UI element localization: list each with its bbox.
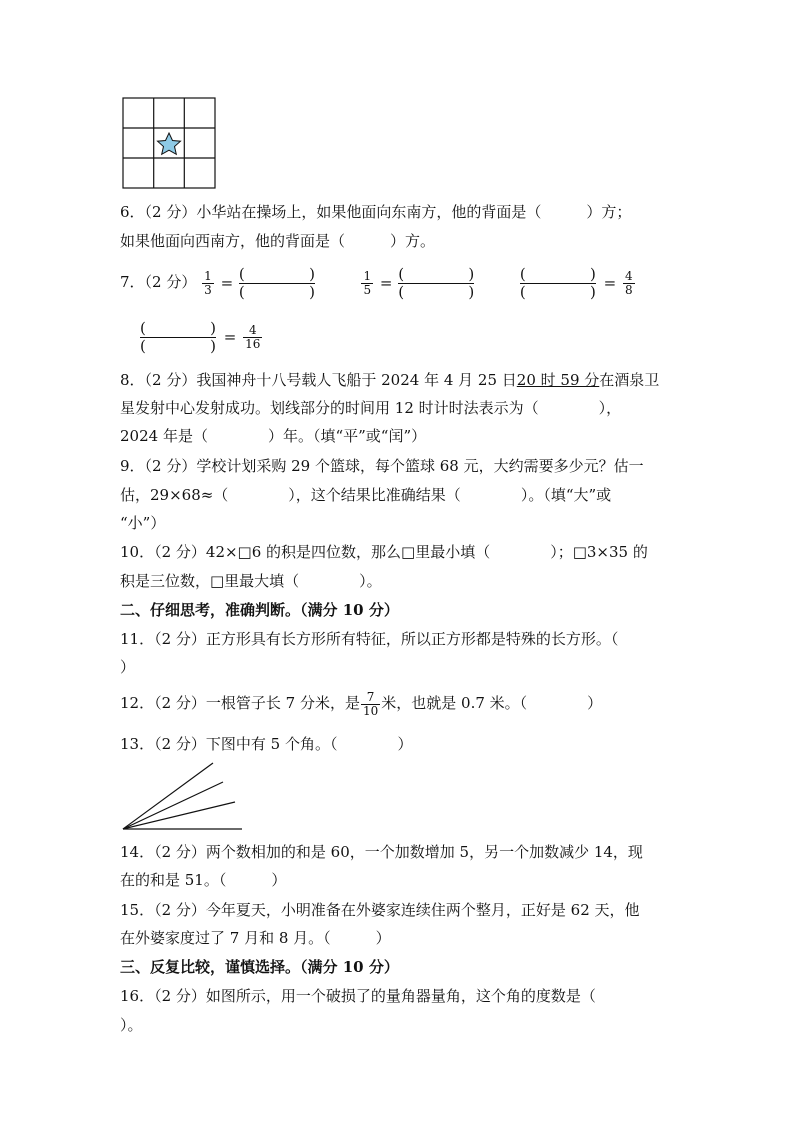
- q8-underlined-time: 20 时 59 分: [516, 371, 600, 389]
- q7-frac4-num: 4: [243, 324, 262, 338]
- paren: (: [140, 318, 146, 337]
- q15-line1: 15．（2 分）今年夏天，小明准备在外婆家连续住两个整月，正好是 62 天，他: [120, 901, 640, 919]
- ray-3: [123, 782, 223, 829]
- q7-row1: [120, 262, 636, 302]
- paren: (: [238, 264, 245, 283]
- q12-line: [120, 686, 602, 720]
- q7-frac3-num: 4: [624, 268, 633, 283]
- q8-text-a: 8．（2 分）我国神舟十八号载人飞船于 2024 年 4 月 25 日: [120, 371, 517, 389]
- angle-svg: [120, 760, 250, 834]
- paren: ): [589, 264, 596, 283]
- q7-number: 7．（2 分）: [120, 273, 197, 291]
- paren: ): [589, 282, 596, 301]
- paren: ): [468, 282, 475, 301]
- q12-frac-den: 10: [362, 703, 379, 718]
- q8-line1: [120, 370, 659, 390]
- q7-frac1: [202, 270, 214, 297]
- paren: (: [519, 264, 526, 283]
- q12-frac-num: 7: [361, 691, 380, 705]
- q7-blank3: [520, 266, 596, 301]
- q8-line3: 2024 年是（ ）年。（填“平”或“闰”）: [120, 427, 427, 445]
- paren: ): [309, 282, 315, 301]
- q7-blank1: [239, 266, 315, 301]
- paren: ): [210, 318, 216, 337]
- q15-line2: 在外婆家度过了 7 月和 8 月。（ ）: [120, 929, 391, 947]
- section-2-heading: 二、仔细思考，准确判断。（满分 10 分）: [120, 601, 399, 619]
- q13-line: 13．（2 分）下图中有 5 个角。（ ）: [120, 735, 413, 753]
- q7-frac3: [623, 270, 635, 297]
- paren: (: [398, 282, 405, 301]
- q7-frac2-den: 5: [363, 282, 372, 297]
- q7-frac4-den: 16: [245, 336, 261, 351]
- q7-blank2: [398, 266, 474, 301]
- q7-eq4: =: [223, 328, 237, 346]
- q11-line2: ）: [120, 658, 136, 676]
- q7-frac3-den: 8: [624, 282, 633, 297]
- star-icon: [158, 133, 181, 154]
- q7-eq3: =: [603, 274, 617, 292]
- paren: ): [210, 336, 216, 355]
- q6-line1: 6．（2 分）小华站在操场上，如果他面向东南方，他的背面是（ ）方；: [120, 203, 632, 221]
- q7-frac1-den: 3: [204, 282, 212, 297]
- grid-figure: [122, 97, 218, 195]
- paren: (: [519, 282, 526, 301]
- q10-line1: 10．（2 分）42×□6 的积是四位数，那么□里最小填（ ）；□3×35 的: [120, 543, 648, 561]
- paren: ): [468, 264, 475, 283]
- q9-line2: 估，29×68≈（ ），这个结果比准确结果（ ）。（填“大”或: [120, 486, 612, 504]
- q12-text-b: 米，也就是 0.7 米。（ ）: [381, 694, 603, 712]
- q11-line1: 11．（2 分）正方形具有长方形所有特征，所以正方形都是特殊的长方形。（: [120, 630, 619, 648]
- section-3-heading: 三、反复比较，谨慎选择。（满分 10 分）: [120, 958, 399, 976]
- q9-line3: “小”）: [120, 514, 166, 532]
- q7-frac2: [361, 270, 373, 297]
- paren: (: [398, 264, 405, 283]
- grid-svg: [122, 97, 218, 191]
- paren: (: [140, 336, 146, 355]
- q16-line1: 16．（2 分）如图所示，用一个破损了的量角器量角，这个角的度数是（: [120, 987, 596, 1005]
- angle-figure: [120, 760, 250, 838]
- q7-row2: [140, 316, 263, 356]
- paren: (: [238, 282, 245, 301]
- q7-frac2-num: 1: [363, 268, 372, 283]
- q7-frac1-num: 1: [204, 268, 212, 283]
- q8-text-b: 在酒泉卫: [599, 371, 660, 389]
- q8-line2: 星发射中心发射成功。划线部分的时间用 12 时计时法表示为（ ），: [120, 399, 622, 417]
- q14-line1: 14．（2 分）两个数相加的和是 60，一个加数增加 5，另一个加数减少 14，现: [120, 843, 643, 861]
- q6-line2: 如果他面向西南方，他的背面是（ ）方。: [120, 232, 436, 250]
- q16-line2: ）。: [120, 1016, 143, 1034]
- ray-4: [123, 763, 213, 829]
- ray-2: [123, 802, 235, 829]
- q7-frac4: [243, 324, 262, 351]
- q12-text-a: 12．（2 分）一根管子长 7 分米，是: [120, 694, 360, 712]
- q9-line1: 9．（2 分）学校计划采购 29 个篮球，每个篮球 68 元，大约需要多少元？估一: [120, 457, 644, 475]
- q14-line2: 在的和是 51。（ ）: [120, 871, 287, 889]
- q7-blank4: [140, 320, 216, 355]
- paren: ): [309, 264, 315, 283]
- q7-eq1: =: [220, 274, 234, 292]
- q10-line2: 积是三位数，□里最大填（ ）。: [120, 572, 382, 590]
- q7-eq2: =: [379, 274, 393, 292]
- q12-frac: [361, 691, 380, 718]
